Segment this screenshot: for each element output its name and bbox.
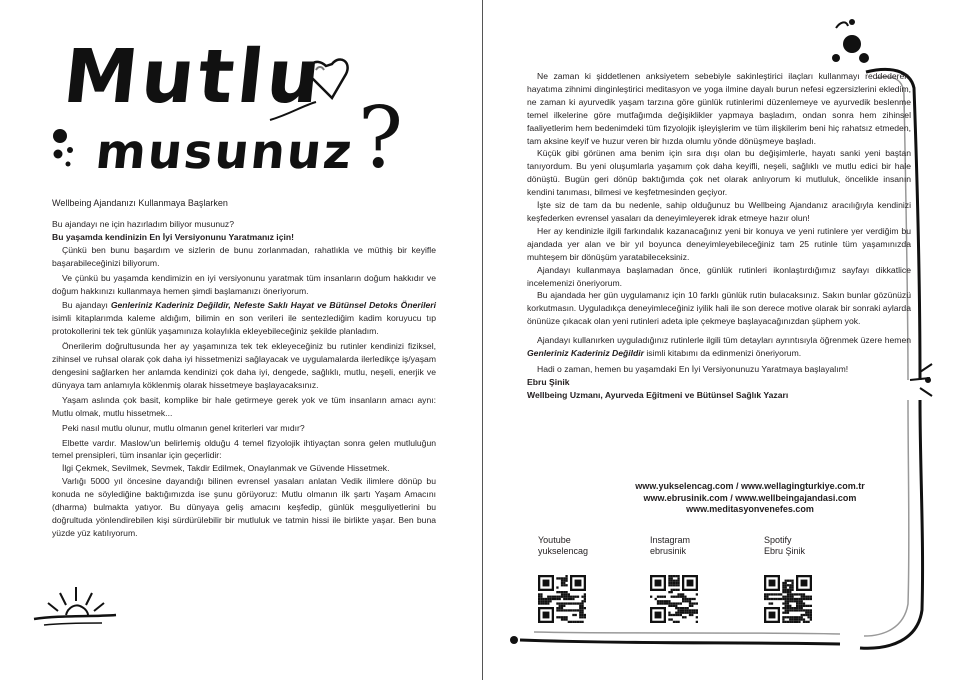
paragraph: Varlığı 5000 yıl öncesine dayandığı bilinen evrensel yasaları anlatan Vedik ilimlere dönüp bu konuda ne söylediğine baktığımızda ise şunu görüyoruz: Mutlu olmanın ilk şartı Yaşam Amacını (dharma) bulmakta yatıyor. Bu dünyaya geliş amacını keşfedip, günlük meşguliyetlerini bu doğrultuda yönlendirebilen kişi sürdürülebilir bir mutluluk ve tatmin hissi ile birlikte yaşar. Ben buna yüzde yüz katılıyorum. <box>52 476 436 538</box>
author-name: Ebru Şinik <box>527 376 570 387</box>
subtitle: Wellbeing Ajandanızı Kullanmaya Başlarken <box>52 198 228 208</box>
paragraph: Bu ajandayı ne için hazırladım biliyor musunuz? <box>52 219 234 229</box>
paragraph: Elbette vardır. Maslow'un belirlemiş olduğu 4 temel fizyolojik ihtiyaçtan sonra gelen mutluluğun temel prensipleri, tüm insanlar için geçerlidir: <box>52 437 436 461</box>
paragraph: Ajandayı kullanırken uyguladığınız rutinlerle ilgili tüm detayları ayrıntısıyla öğrenmek üzere hemen Genleriniz Kaderiniz Değildir isimli kitabımı da edinmenizi öneriyorum. <box>527 335 911 359</box>
paragraph: İşte siz de tam da bu nedenle, sahip olduğunuz bu Wellbeing Ajandanız aracılığıyla kendinizi keşfederken evrensel yasaları da deneyimleyerek idrak etmeye hazır olun! <box>527 200 911 223</box>
social-platform: Instagram <box>650 535 691 545</box>
qr-code-icon[interactable] <box>764 575 812 623</box>
qr-code-icon[interactable] <box>650 575 698 623</box>
dot-icon <box>843 35 861 53</box>
paragraph: İlgi Çekmek, Sevilmek, Sevmek, Takdir Edilmek, Onaylanmak ve Güvende Hissetmek. <box>62 463 390 474</box>
paragraph: Ne zaman ki şiddetlenen anksiyetem sebebiyle sakinleştirici ilaçları kullanmayı reddederek, hayatıma zihnimi dinginleştirici meditasyon ve yoga ilmine dayalı burun nefesi egzersizlerini ekledim, ne zaman ki ayurvedik yaşam tarzına göre günlük rutinlerimi düzenlemeye ve ayurvedik beslenme temel ilkelerine göre mutfağımda değişiklikler yapmaya başladım, ondan sonra hem zihinsel faaliyetlerim hem bedenimdeki tüm fizyolojik işleyişlerim ve tüm ilişkilerim beni hiç rahatsız etmeden, tam aksine keyif ve huzur veren bir hızda olumlu yönde dönüşmeye başladı. <box>527 71 911 146</box>
left-body-text <box>52 218 436 540</box>
website-link[interactable]: www.yukselencag.com / www.wellagingturkiye.com.tr <box>635 481 865 491</box>
paragraph: Peki nasıl mutlu olunur, mutlu olmanın genel kriterleri var mıdır? <box>62 422 305 433</box>
qr-code-icon[interactable] <box>538 575 586 623</box>
social-instagram[interactable] <box>650 535 740 557</box>
paragraph: Önerilerim doğrultusunda her ay yaşamınıza tek tek ekleyeceğiniz bu rutinler kendinizi fiziksel, zihinsel ve ruhsal olarak çok daha iyi hissetmenizi sağlayacak ve uygulamalarda ilerledikçe iş/yaşam dengesini sağlarken her anlamda kendinizi çok daha iyi, dengede, sağlıklı, mutlu, neşeli, enerjik ve dünyaya tam anlamıyla köklenmiş olarak hissetmeye başlayacaksınız. <box>52 341 436 390</box>
dot-icon <box>53 129 67 143</box>
paragraph: Ve çünkü bu yaşamda kendimizin en iyi versiyonunu yaratmak tüm insanların doğum hakkıdır ve doğum hakkınızı kullanmaya hemen şimdi başlamanızı öneriyorum. <box>52 272 436 296</box>
page-fold <box>482 0 483 680</box>
website-link[interactable]: www.meditasyonvenefes.com <box>686 504 814 514</box>
sunrise-icon <box>30 575 120 635</box>
paragraph: Küçük gibi görünen ama benim için sıra dışı olan bu değişimlerle, hayatı sanki yeni baştan tanıyordum. Bu yeni oluşumlarla yaşamım çok daha keyifli, neşeli, sağlıklı ve mutlu edici bir hale dönüştü. Bugün geri dönüp baktığımda çok net olarak anlıyorum ki mutluluk, öncelikle insanın kendini tanıması, bilmesi ve keşfetmesinden geçiyor. <box>527 148 911 198</box>
website-links <box>600 481 900 516</box>
paragraph: Hadi o zaman, hemen bu yaşamdaki En İyi Versiyonunuzu Yaratmaya başlayalım! <box>537 363 849 374</box>
right-body-text <box>527 70 911 402</box>
paragraph: Yaşam aslında çok basit, komplike bir hale getirmeye gerek yok ve tüm insanların amacı aynı: Mutlu olmak, mutlu hissetmek... <box>52 394 436 418</box>
title-musunuz: musunuz <box>93 124 357 180</box>
paragraph: Bu ajandada her gün uygulamanız için 10 farklı günlük rutin bulacaksınız. Sakın bunlar gözünüzü korkutmasın. Uyguladıkça deneyimleceğiniz iyilik hali ile son derece motive olarak bir sonraki aylarda önünüze çıkacak olan yeni rutinleri adeta iple çekmeye başlayacağınızdan şüphem yok. <box>527 290 911 327</box>
title-mutlu: Mutlu <box>59 34 329 120</box>
website-link[interactable]: www.ebrusinik.com / www.wellbeingajandasi.com <box>643 492 857 503</box>
book-reference: Genleriniz Kaderiniz Değildir, Nefeste Saklı Hayat ve Bütünsel Detoks Önerileri <box>110 300 436 311</box>
title-question-mark: ? <box>358 89 404 187</box>
social-platform: Youtube <box>538 535 571 545</box>
social-handle: ebrusinik <box>650 546 687 556</box>
social-handle: Ebru Şinik <box>764 546 806 556</box>
social-youtube[interactable] <box>538 535 628 557</box>
social-handle: yukselencag <box>538 546 589 556</box>
paragraph: Çünkü ben bunu başardım ve sizlerin de bunu zorlanmadan, rahatlıkla ve müthiş bir keyifle başarabileceğinizi biliyorum. <box>52 244 436 268</box>
paragraph: Her ay kendinizle ilgili farkındalık kazanacağınız yeni bir konuya ve yeni rutinlere yer verdiğim bu ajandada yer alan ve bir yıl boyunca deneyimleyebileceğiniz tam 25 rutinle tüm yaşamınızda muhteşem bir dönüşüm yaratabileceksiniz. <box>527 225 911 262</box>
paragraph: Bu ajandayı Genleriniz Kaderiniz Değildir, Nefeste Saklı Hayat ve Bütünsel Detoks Önerileri isimli kitaplarımda kaleme aldığım, bilimin en son verileri ile sentezlediğim kadim koruyucu tıp protokollerini tek tek günlük yaşamınıza kolaylıkla ekleyebileceğiniz şekilde planladım. <box>52 300 436 337</box>
author-title: Wellbeing Uzmanı, Ayurveda Eğitmeni ve Bütünsel Sağlık Yazarı <box>527 389 789 400</box>
book-reference: Genleriniz Kaderiniz Değildir <box>527 348 644 359</box>
paragraph-bold: Bu yaşamda kendinizin En İyi Versiyonunu Yaratmanız için! <box>52 231 294 242</box>
social-platform: Spotify <box>764 535 792 545</box>
paragraph: Ajandayı kullanmaya başlamadan önce, günlük rutinleri ikonlaştırdığımız sayfayı dikkatlice incelemenizi öneriyorum. <box>527 264 911 288</box>
social-spotify[interactable] <box>764 535 854 557</box>
